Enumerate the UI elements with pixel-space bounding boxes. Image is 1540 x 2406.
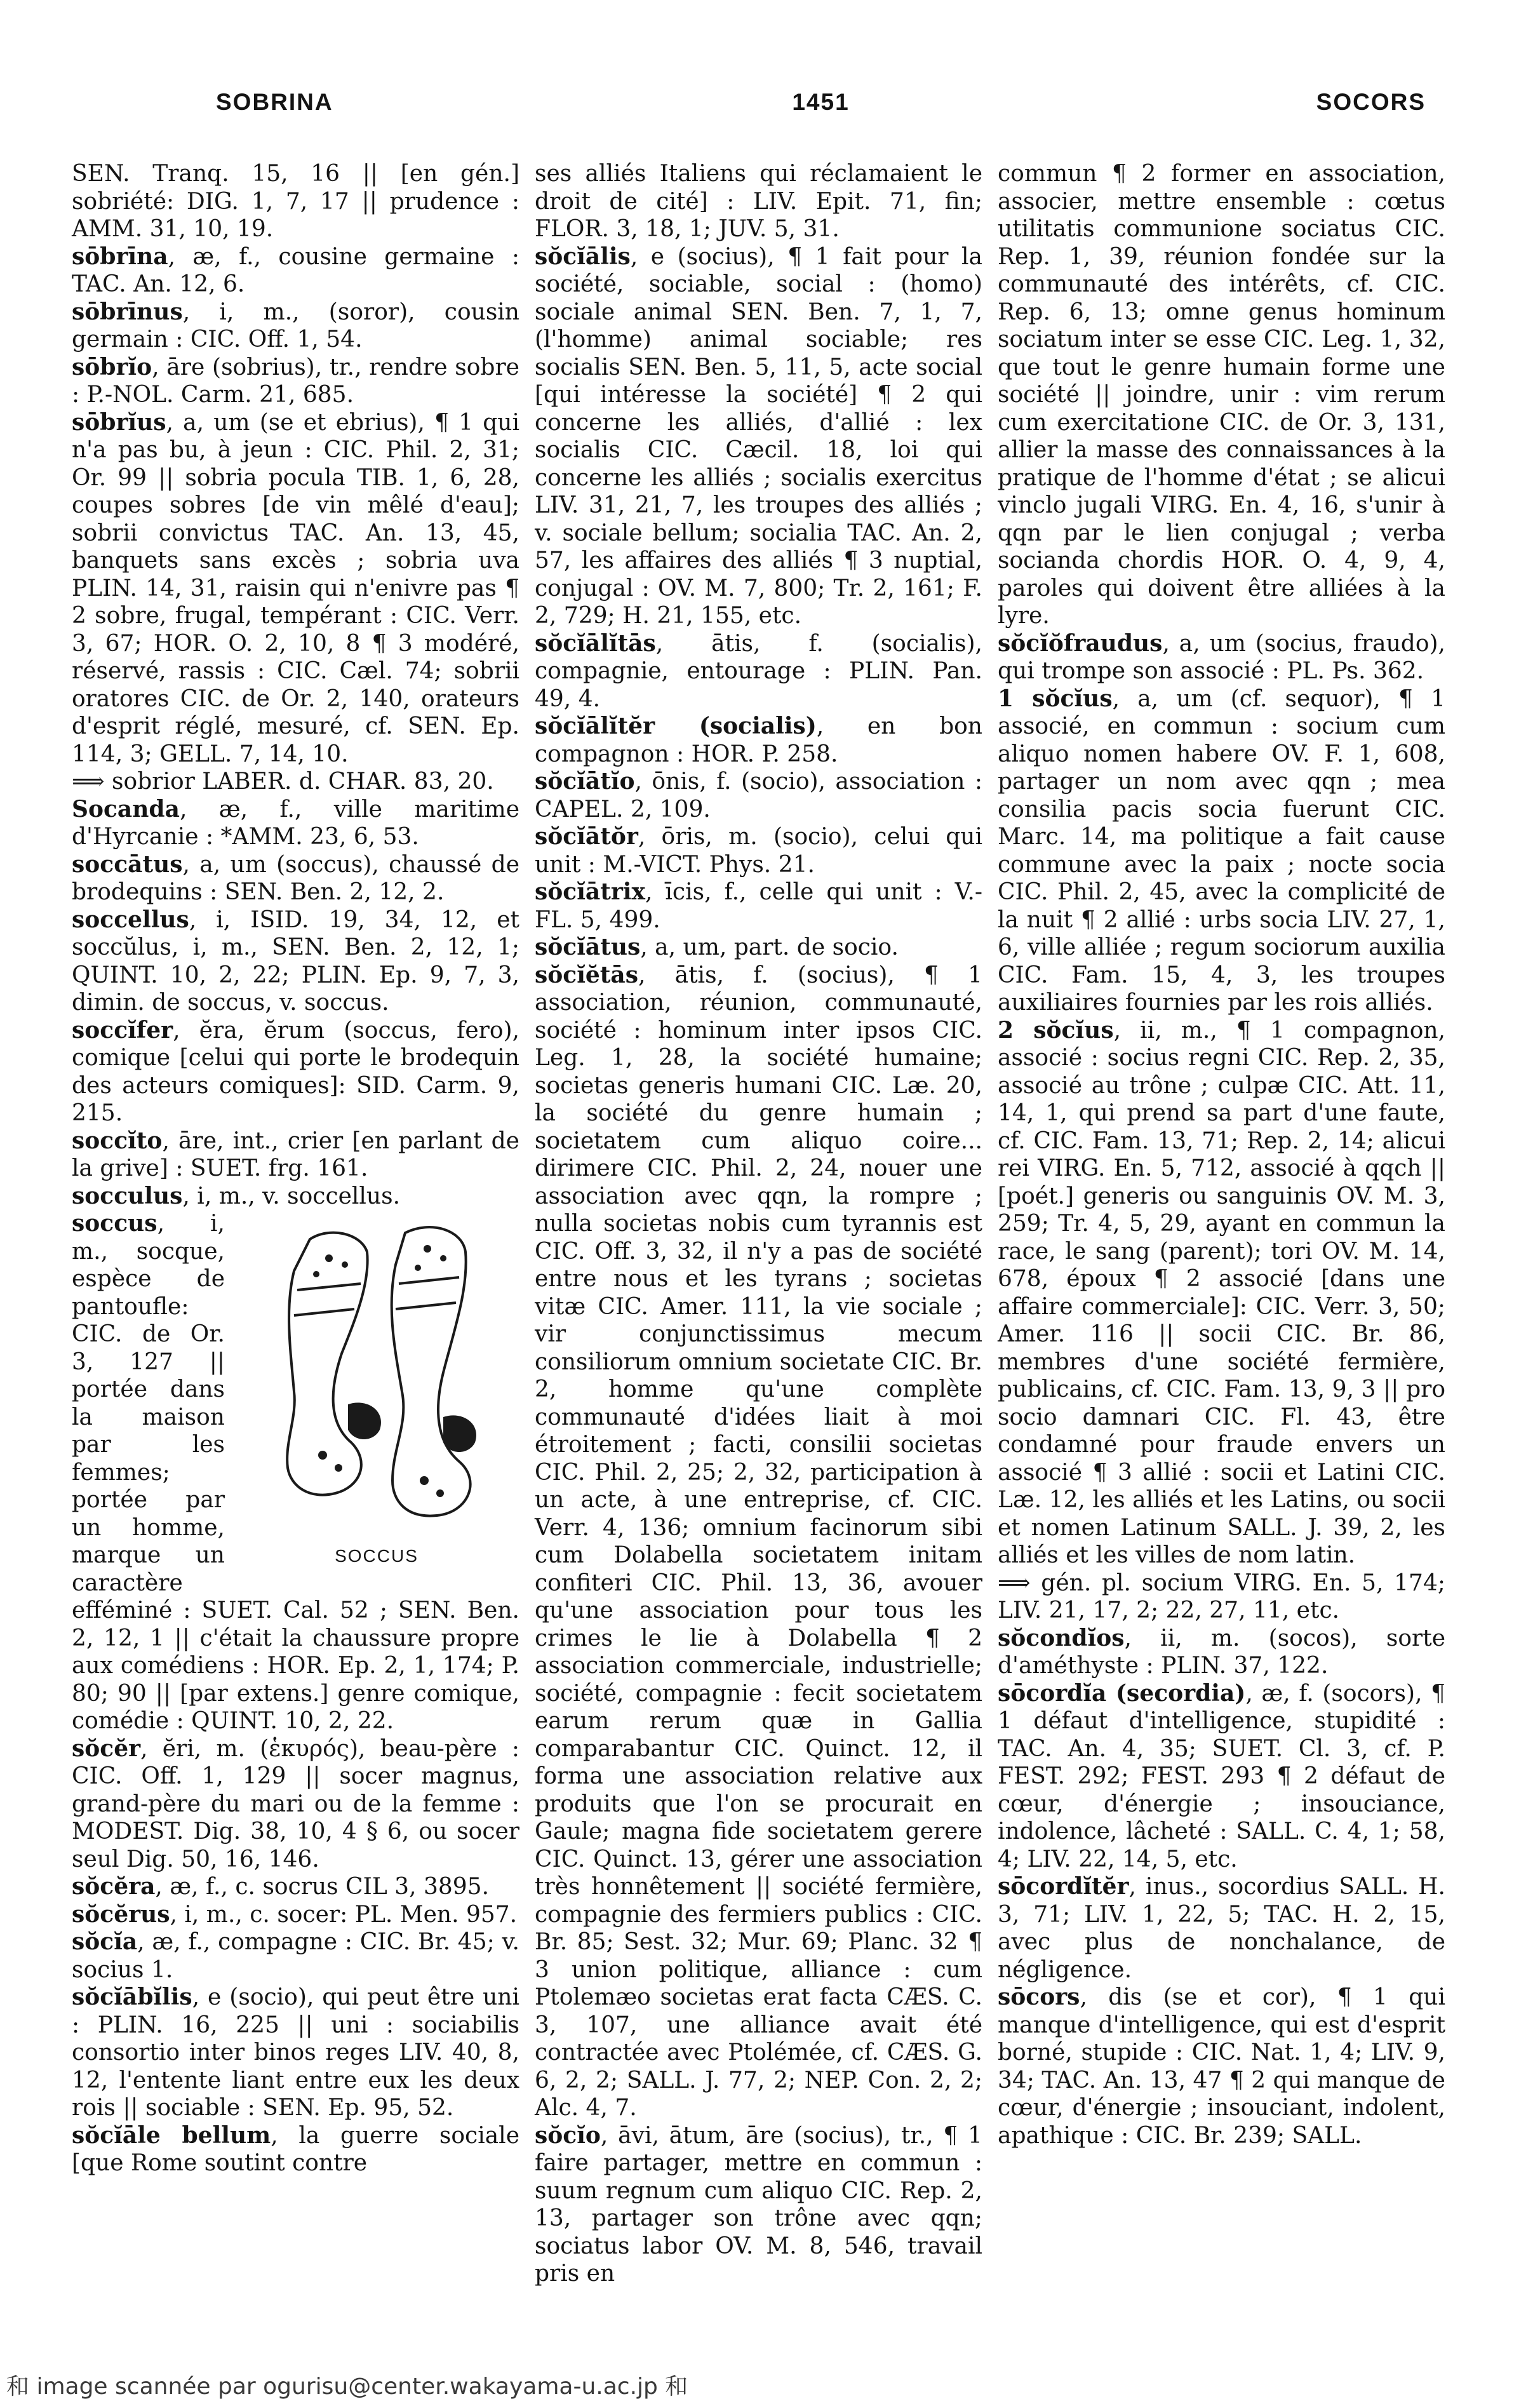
entry: sŏcĕrus, i, m., c. socer: PL. Men. 957.	[72, 1900, 518, 1928]
headword: sŏcĭālis	[535, 243, 631, 270]
entry: Socanda, æ, f., ville maritime d'Hyrcanie : *AMM. 23, 6, 53.	[72, 795, 519, 850]
headword: sōbrīna	[72, 243, 168, 270]
headword: soccus	[72, 1210, 157, 1237]
entry: sŏcĭābĭlis, e (socio), qui peut être uni : PLIN. 16, 225 || uni : sociabilis consortio inter binos reges LIV. 40, 8, 12, l'entente liant entre eux les deux rois || sociable : SEN. Ep. 95, 52.	[72, 1984, 519, 2121]
entry: sŏcĭālĭtĕr (socialis), en bon compagnon : HOR. P. 258.	[535, 713, 982, 767]
headword: sŏcĭo	[535, 2121, 601, 2149]
headword: sŏcĕrus	[72, 1900, 170, 1928]
headword: sŏcĭātrix	[535, 878, 645, 905]
headword: 2 sŏcĭus	[998, 1016, 1114, 1044]
soccus-slippers-illustration	[234, 1214, 519, 1544]
entry: sōbrīnus, i, m., (soror), cousin germain : CIC. Off. 1, 54.	[72, 298, 519, 353]
headword: sŏcĭĕtās	[535, 961, 639, 988]
headword: sŏcĭālĭtās	[535, 629, 656, 657]
entry: sōbrīna, æ, f., cousine germaine : TAC. An. 12, 6.	[72, 243, 519, 297]
entry: commun ¶ 2 former en association, associer, mettre ensemble : cœtus utilitatis communione sociatus CIC. Rep. 1, 39, réunion fondée sur la communauté des intérêts, cf. CIC. Rep. 6, 13; omne genus hominum sociatum inter se esse CIC. Leg. 1, 32, que tout le genre humain forme une société || joindre, unir : vim rerum cum exercitatione CIC. de Or. 3, 131, allier la masse des connaissances à la pratique de l'homme d'état ; se alicui vinclo jugali VIRG. En. 4, 16, s'unir à qqn par le lien conjugal ; verba socianda chordis HOR. O. 4, 9, 4, paroles qui doivent être alliées à la lyre.	[998, 161, 1445, 629]
entry: ses alliés Italiens qui réclamaient le droit de cité] : LIV. Epit. 71, fin; FLOR. 3, 18, 1; JUV. 5, 31.	[535, 161, 982, 242]
entry: soccus, i, m., socque, espèce de pantoufle: CIC. de Or. 3, 127 || portée dans la maison par les femmes; portée par un homme, marque un caractère efféminé : SUET. Cal. 52 ; SEN. Ben. 2, 12, 1 || c'était la chaussure propre aux comédiens : HOR. Ep. 2, 1, 174; P. 80; 90 || [par extens.] genre comique, comédie : QUINT. 10, 2, 22.	[72, 1210, 519, 1734]
entry: sōcors, dis (se et cor), ¶ 1 qui manque d'intelligence, qui est d'esprit borné, stupide : CIC. Nat. 1, 4; LIV. 9, 34; TAC. An. 13, 47 ¶ 2 qui manque de cœur, d'énergie ; insouciant, indolent, apathique : CIC. Br. 239; SALL.	[998, 1984, 1445, 2149]
headword: soccĭto	[72, 1127, 163, 1154]
entry: sŏcĭa, æ, f., compagne : CIC. Br. 45; v. socius 1.	[72, 1928, 519, 1983]
entry: sŏcondĭos, ii, m. (socos), sorte d'améthyste : PLIN. 37, 122.	[998, 1624, 1445, 1679]
column-1	[72, 160, 519, 2177]
headword: sŏcĕra	[72, 1873, 156, 1900]
headword: sōbrĭo	[72, 353, 152, 380]
headword: sŏcĭŏfraudus	[998, 629, 1163, 657]
column-3	[998, 160, 1445, 2149]
column-2	[535, 160, 982, 2288]
entry: sōbrĭus, a, um (se et ebrius), ¶ 1 qui n'a pas bu, à jeun : CIC. Phil. 2, 31; Or. 99 || sobria pocula TIB. 1, 6, 28, coupes sobres [de vin mêlé d'eau]; sobrii convictus TAC. An. 13, 45, banquets sans excès ; sobria uva PLIN. 14, 31, raisin qui n'enivre pas ¶ 2 sobre, frugal, tempérant : CIC. Verr. 3, 67; HOR. O. 2, 10, 8 ¶ 3 modéré, réservé, rassis : CIC. Cæl. 74; sobrii oratores CIC. de Or. 2, 140, orateurs d'esprit réglé, mesuré, cf. SEN. Ep. 114, 3; GELL. 7, 14, 10.	[72, 408, 519, 767]
entry: ⟹ gén. pl. socium VIRG. En. 5, 174; LIV. 21, 17, 2; 22, 27, 11, etc.	[998, 1569, 1445, 1623]
entry: sŏcĭālĭtās, ātis, f. (socialis), compagnie, entourage : PLIN. Pan. 49, 4.	[535, 629, 982, 712]
headword: sōcors	[998, 1984, 1080, 2010]
headword: soccĭfer	[72, 1016, 173, 1044]
headword: sŏcĭātus	[535, 934, 641, 960]
headword: socculus	[72, 1182, 183, 1209]
headword: sōcordĭa (secordia)	[998, 1679, 1246, 1707]
entry: sŏcĭātĭo, ōnis, f. (socio), association : CAPEL. 2, 109.	[535, 768, 982, 823]
entry: sŏcĭŏfraudus, a, um (socius, fraudo), qui trompe son associé : PL. Ps. 362.	[998, 629, 1445, 684]
entry: soccĭto, āre, int., crier [en parlant de la grive] : SUET. frg. 161.	[72, 1127, 519, 1181]
entry: sōbrĭo, āre (sobrius), tr., rendre sobre : P.-NOL. Carm. 21, 685.	[72, 353, 519, 408]
scan-credit-footer: 和 image scannée par ogurisu@center.wakayama-u.ac.jp 和	[6, 2374, 688, 2400]
figure-caption: SOCCUS	[335, 1545, 418, 1566]
headword: sŏcĭātŏr	[535, 823, 638, 850]
headword: Socanda	[72, 795, 180, 823]
entry: SEN. Tranq. 15, 16 || [en gén.] sobriété: DIG. 1, 7, 17 || prudence : AMM. 31, 10, 19.	[72, 161, 519, 242]
headword: sŏcĭālĭtĕr (socialis)	[535, 713, 817, 739]
headword: 1 sŏcĭus	[998, 685, 1113, 712]
soccus-figure	[234, 1214, 519, 1569]
entry: sŏcĭo, āvi, ātum, āre (socius), tr., ¶ 1 faire partager, mettre en commun : suum regnum cum aliquo CIC. Rep. 2, 13, partager son trône avec qqn; sociatus labor OV. M. 8, 546, travail pris en	[535, 2121, 982, 2287]
headword: sŏcĭātĭo	[535, 768, 635, 795]
headword: soccātus	[72, 850, 183, 878]
entry: sŏcĕr, ĕri, m. (ἑκυρός), beau-père : CIC. Off. 1, 129 || socer magnus, grand-père du mari ou de la femme : MODEST. Dig. 38, 10, 4 § 6, ou socer seul Dig. 50, 16, 146.	[72, 1735, 519, 1872]
headword: soccellus	[72, 906, 189, 933]
entry: 2 sŏcĭus, ii, m., ¶ 1 compagnon, associé : socius regni CIC. Rep. 2, 35, associé au trône ; culpæ CIC. Att. 11, 14, 1, qui prend sa part d'une faute, cf. CIC. Fam. 13, 71; Rep. 2, 14; alicui rei VIRG. En. 5, 712, associé à qqch || [poét.] generis ou sanguinis OV. M. 3, 259; Tr. 4, 5, 29, ayant en commun la race, le sang (parent); tori OV. M. 14, 678, époux ¶ 2 associé [dans une affaire commerciale]: CIC. Verr. 3, 50; Amer. 116 || socii CIC. Br. 86, membres d'une société fermière, publicains, cf. CIC. Fam. 13, 9, 3 || pro socio damnari CIC. Fl. 43, être condamné pour fraude envers un associé ¶ 3 allié : socii et Latini CIC. Læ. 12, les alliés et les Latins, ou socii et nomen Latinum SALL. J. 39, 2, les alliés et les villes de nom latin.	[998, 1016, 1445, 1568]
entry: sŏcĭātus, a, um, part. de socio.	[535, 934, 899, 960]
headword: sōcordĭtĕr	[998, 1873, 1129, 1900]
entry: sōcordĭtĕr, inus., socordius SALL. H. 3, 71; LIV. 1, 22, 5; TAC. H. 2, 15, avec plus de nonchalance, de négligence.	[998, 1873, 1445, 1983]
entry: 1 sŏcĭus, a, um (cf. sequor), ¶ 1 associé, en commun : socium cum aliquo nomen habere OV. F. 1, 608, partager un nom avec qqn ; mea consilia pacis socia fuerunt CIC. Marc. 14, ma politique a fait cause commune avec la paix ; nocte socia CIC. Phil. 2, 45, avec la complicité de la nuit ¶ 2 allié : urbs socia LIV. 27, 1, 6, ville alliée ; regum sociorum auxilia CIC. Fam. 15, 4, 3, les troupes auxiliaires fournies par les rois alliés.	[998, 685, 1446, 1016]
running-header	[216, 89, 1426, 140]
header-last-word: SOCORS	[1316, 89, 1426, 115]
headword: sŏcĭa	[72, 1928, 138, 1955]
page-number: 1451	[792, 89, 850, 115]
entry: sŏcĭāle bellum, la guerre sociale [que Rome soutint contre	[72, 2121, 519, 2176]
entry: sŏcĕra, æ, f., c. socrus CIL 3, 3895.	[72, 1873, 490, 1900]
header-first-word: SOBRINA	[216, 89, 333, 115]
entry: sŏcĭātrix, īcis, f., celle qui unit : V.-FL. 5, 499.	[535, 878, 982, 933]
headword: sŏcĭāle bellum	[72, 2121, 271, 2149]
entry: soccĭfer, ĕra, ĕrum (soccus, fero), comique [celui qui porte le brodequin des acteurs comiques]: SID. Carm. 9, 215.	[72, 1016, 519, 1126]
entry: sŏcĭĕtās, ātis, f. (socius), ¶ 1 association, réunion, communauté, société : hominum inter ipsos CIC. Leg. 1, 28, la société humaine; societas generis humani CIC. Læ. 20, la société du genre humain ; societatem cum aliquo coire... dirimere CIC. Phil. 2, 24, nouer une association avec qqn, la rompre ; nulla societas nobis cum tyrannis est CIC. Off. 3, 32, il n'y a pas de société entre nous et les tyrans ; societas vitæ CIC. Amer. 111, la vie sociale ; vir conjunctissimus mecum consiliorum omnium societate CIC. Br. 2, homme qu'une complète communauté d'idées liait à moi étroitement ; facti, consilii societas CIC. Phil. 2, 25; 2, 32, participation à un acte, à une entreprise, cf. CIC. Verr. 4, 136; omnium facinorum sibi cum Dolabella societatem initam confiteri CIC. Phil. 13, 36, avouer qu'une association pour tous les crimes le lie à Dolabella ¶ 2 association commerciale, industrielle; société, compagnie : fecit societatem earum rerum quæ in Gallia comparabantur CIC. Quinct. 12, il forma une association relative aux produits que l'on se procurait en Gaule; magna fide societatem gerere CIC. Quinct. 13, gérer une association très honnêtement || société fermière, compagnie des fermiers publics : CIC. Br. 85; Sest. 32; Mur. 69; Planc. 32 ¶ 3 union politique, alliance : cum Ptolemæo societas erat facta CÆS. C. 3, 107, une alliance avait été contractée avec Ptolémée, cf. CÆS. G. 6, 2, 2; SALL. J. 77, 2; NEP. Con. 2, 2; Alc. 4, 7.	[535, 961, 982, 2121]
headword: sŏcĭābĭlis	[72, 1984, 192, 2010]
entry: soccātus, a, um (soccus), chaussé de brodequins : SEN. Ben. 2, 12, 2.	[72, 850, 519, 905]
headword: sōbrīnus	[72, 298, 183, 325]
entry: sŏcĭālis, e (socius), ¶ 1 fait pour la société, sociable, social : (homo) sociale animal SEN. Ben. 7, 1, 7, (l'homme) animal sociable; res socialis SEN. Ben. 5, 11, 5, acte social [qui intéresse la société] ¶ 2 qui concerne les alliés, d'allié : lex socialis CIC. Cæcil. 18, loi qui concerne les alliés ; socialis exercitus LIV. 31, 21, 7, les troupes des alliés ; v. sociale bellum; socialia TAC. An. 2, 57, les affaires des alliés ¶ 3 nuptial, conjugal : OV. M. 7, 800; Tr. 2, 161; F. 2, 729; H. 21, 155, etc.	[535, 243, 982, 629]
headword: sŏcondĭos	[998, 1624, 1125, 1651]
entry: sŏcĭātŏr, ōris, m. (socio), celui qui unit : M.-VICT. Phys. 21.	[535, 823, 982, 878]
entry: ⟹ sobrior LABER. d. CHAR. 83, 20.	[72, 769, 494, 795]
entry: soccellus, i, ISID. 19, 34, 12, et soccŭlus, i, m., SEN. Ben. 2, 12, 1; QUINT. 10, 2, 22; PLIN. Ep. 9, 7, 3, dimin. de soccus, v. soccus.	[72, 906, 519, 1016]
headword: sōbrĭus	[72, 408, 166, 436]
entry: sōcordĭa (secordia), æ, f. (socors), ¶ 1 défaut d'intelligence, stupidité : TAC. An. 4, 35; SUET. Cl. 3, cf. P. FEST. 292; FEST. 293 ¶ 2 défaut de cœur, d'énergie ; insouciance, indolence, lâcheté : SALL. C. 4, 1; 58, 4; LIV. 22, 14, 5, etc.	[998, 1679, 1445, 1872]
entry: socculus, i, m., v. soccellus.	[72, 1182, 401, 1209]
headword: sŏcĕr	[72, 1735, 141, 1762]
